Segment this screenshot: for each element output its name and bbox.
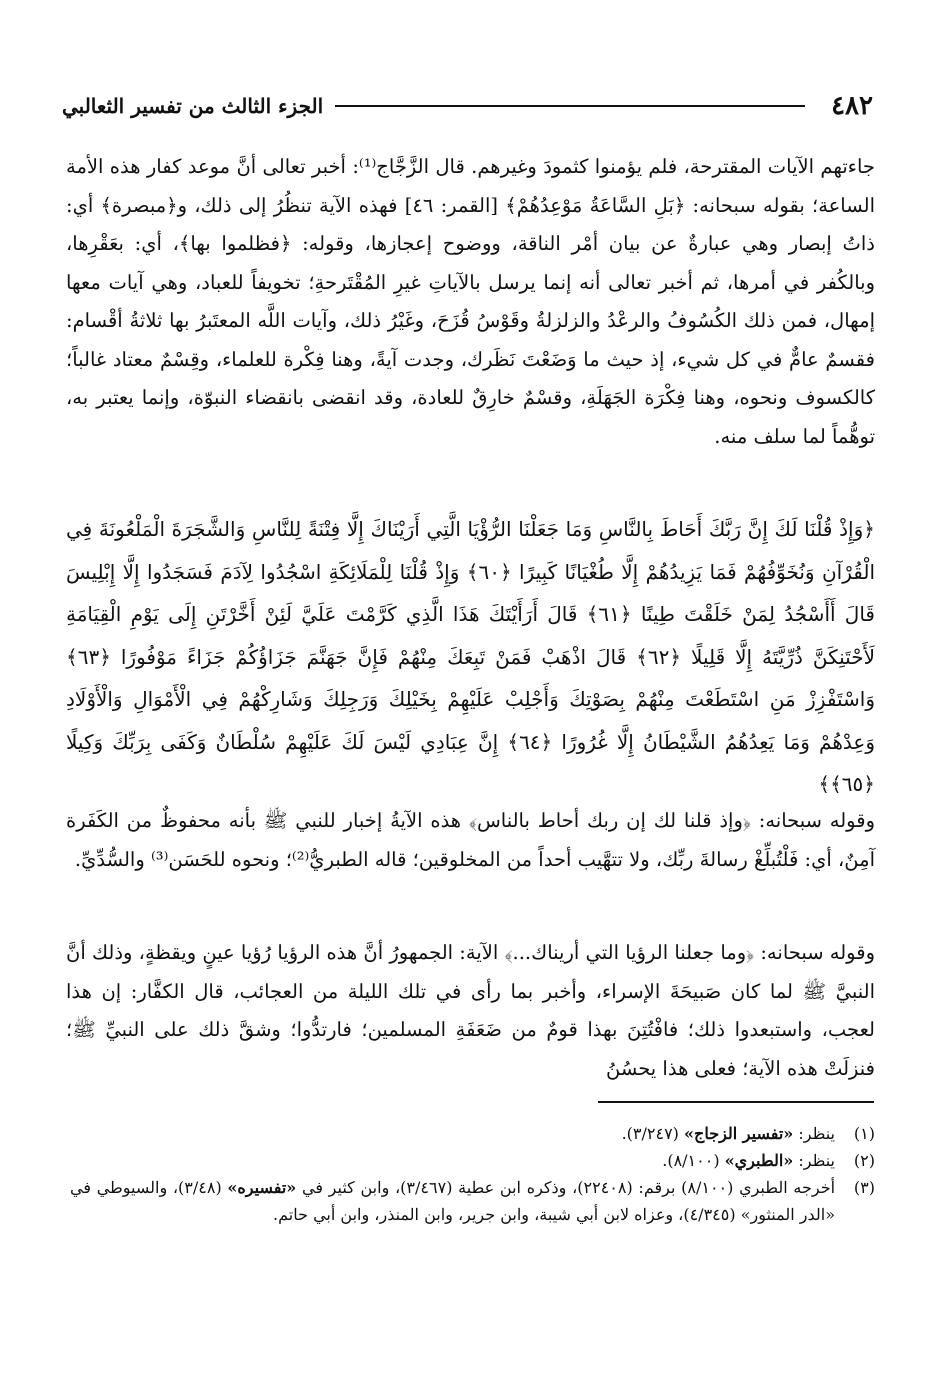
commentary-paragraph-2: وقوله سبحانه: ﴿وإذ قلنا لك إن ربك أحاط بالناس﴾ هذه الآيةُ إخبار للنبي ﷺ بأنه محفوظٌ من الكَفَرة آمِنٌ، أي: فَلْتُبلِّغْ رسالةَ ربِّك، ولا تتهَّيب أحداً من المخلوقين؛ قاله الطبريُّ⁽²⁾؛ ونحوه للحَسَن⁽³⁾ والسُّدِّيِّ. (66, 809, 875, 871)
commentary-paragraph-3: وقوله سبحانه: ﴿وما جعلنا الرؤيا التي أريناك...﴾ الآية: الجمهورُ أنَّ هذه الرؤيا رُؤيا عينٍ ويقظةٍ، وذلك أنَّ النبيَّ ﷺ لما كان صَبيحَةَ الإسراء، وأخبر بما رأى في تلك الليلة من العجائب، قال الكفَّار: إن هذا لعجب، واستبعدوا ذلك؛ فافْتُتِنَ بهذا قومٌ من ضَعَفَةِ المسلمين؛ فارتدُّوا؛ وشقَّ ذلك على النبيِّ ﷺ؛ فنزلَتْ هذه الآية؛ فعلى هذا يحسُنُ (66, 941, 875, 1080)
footnote-number: (٣) (853, 1178, 875, 1197)
footnote-number: (٢) (853, 1151, 875, 1170)
book-title: الجزء الثالث من تفسير الثعالبي (62, 94, 324, 118)
footnote-source: «الطبري» (724, 1151, 794, 1170)
footnote-source: «تفسير الزجاج» (683, 1124, 794, 1143)
footnote-3 (70, 1174, 875, 1228)
footnote-post: (٣/٤٨)، والسيوطي في «الدر المنثور» (٤/٣٤٥)، وعزاه لابن أبي شيبة، وابن جرير، وابن المنذر، وابن أبي حاتم. (70, 1178, 835, 1224)
quran-verses-block: ﴿وَإِذْ قُلْنَا لَكَ إِنَّ رَبَّكَ أَحَاطَ بِالنَّاسِ وَمَا جَعَلْنَا الرُّؤْيَا الَّتِي أَرَيْنَاكَ إِلَّا فِتْنَةً لِلنَّاسِ وَالشَّجَرَةَ الْمَلْعُونَةَ فِي الْقُرْآنِ وَنُخَوِّفُهُمْ فَمَا يَزِيدُهُمْ إِلَّا طُغْيَانًا كَبِيرًا ﴿٦٠﴾ وَإِذْ قُلْنَا لِلْمَلَائِكَةِ اسْجُدُوا لِآدَمَ فَسَجَدُوا إِلَّا إِبْلِيسَ قَالَ أَأَسْجُدُ لِمَنْ خَلَقْتَ طِينًا ﴿٦١﴾ قَالَ أَرَأَيْتَكَ هَذَا الَّذِي كَرَّمْتَ عَلَيَّ لَئِنْ أَخَّرْتَنِ إِلَى يَوْمِ الْقِيَامَةِ لَأَحْتَنِكَنَّ ذُرِّيَّتَهُ إِلَّا قَلِيلًا ﴿٦٢﴾ قَالَ اذْهَبْ فَمَنْ تَبِعَكَ مِنْهُمْ فَإِنَّ جَهَنَّمَ جَزَاؤُكُمْ جَزَاءً مَوْفُورًا ﴿٦٣﴾ وَاسْتَفْزِزْ مَنِ اسْتَطَعْتَ مِنْهُمْ بِصَوْتِكَ وَأَجْلِبْ عَلَيْهِمْ بِخَيْلِكَ وَرَجِلِكَ وَشَارِكْهُمْ فِي الْأَمْوَالِ وَالْأَوْلَادِ وَعِدْهُمْ وَمَا يَعِدُهُمُ الشَّيْطَانُ إِلَّا غُرُورًا ﴿٦٤﴾ إِنَّ عِبَادِي لَيْسَ لَكَ عَلَيْهِمْ سُلْطَانٌ وَكَفَى بِرَبِّكَ وَكِيلًا ﴿٦٥﴾﴾ (66, 517, 876, 796)
footnote-pre: أخرجه الطبري (٨/١٠٠) برقم: (٢٢٤٠٨)، وذكره ابن عطية (٣/٤٦٧)، وابن كثير في (296, 1178, 836, 1197)
footnote-pre: ينظر: (793, 1151, 835, 1170)
running-header (62, 86, 873, 126)
footnote-text (70, 1120, 835, 1147)
footnotes (70, 1120, 875, 1228)
page-number: ٤٨٢ (831, 91, 873, 121)
footnote-2 (70, 1147, 875, 1174)
commentary-paragraph-1: جاءتهم الآيات المقترحة، فلم يؤمنوا كثمودَ وغيرهم. قال الزَّجَّاج⁽¹⁾: أخبر تعالى أنَّ موعد كفار هذه الأمة الساعة؛ بقوله سبحانه: ﴿بَلِ السَّاعَةُ مَوْعِدُهُمْ﴾ [القمر: ٤٦] فهذه الآية تنظُرُ إلى ذلك، و﴿مبصرة﴾ أي: ذاتُ إبصار وهي عبارةٌ عن بيان أمْر الناقة، ووضوح إعجازها، وقوله: ﴿فظلموا بها﴾، أي: بعَقْرِها، وبالكُفر في أمرها، ثم أخبر تعالى أنه إنما يرسل بالآياتِ غيرِ المُقْتَرحةِ؛ تخويفاً للعباد، وهي آيات معها إمهال، فمن ذلك الكُسُوفُ والرعْدُ والزلزلةُ وقَوْسُ قُزَحَ، وغَيْرُ ذلك، وآيات اللَّه المعتَبرُ بها ثلاثةُ أقْسام: فقسمٌ عامٌّ في كل شيء، إذ حيث ما وَضَعْتَ نَظَرك، وجدت آيةً، وهنا فِكْرة للعلماء، وقِسْمٌ معتاد غالباً؛ كالكسوف ونحوه، وهنا فِكْرَة الجَهَلَةِ، وقسْمٌ خارِقٌ للعادة، وقد انقضى بانقضاء النبوّة، وإنما يعتبر به، توهُّماً لما سلف منه. (66, 155, 875, 448)
footnote-1 (70, 1120, 875, 1147)
footnote-post: (٨/١٠٠). (662, 1151, 725, 1170)
header-rule (335, 105, 805, 107)
footnote-text (70, 1174, 835, 1228)
footnote-source: «تفسيره» (227, 1178, 297, 1197)
footnote-number: (١) (853, 1124, 875, 1143)
footnote-separator (598, 1101, 874, 1103)
footnote-text (70, 1147, 835, 1174)
footnote-pre: ينظر: (793, 1124, 835, 1143)
footnote-post: (٣/٢٤٧). (621, 1124, 684, 1143)
